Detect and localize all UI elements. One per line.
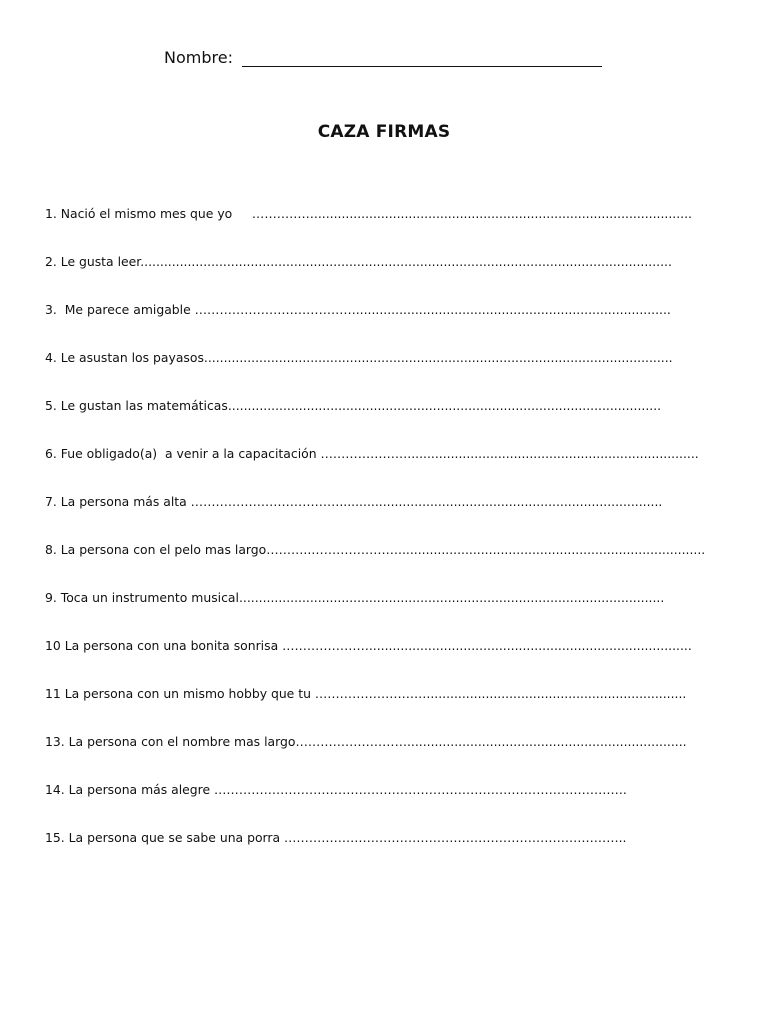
list-item (45, 493, 725, 541)
list-item (45, 589, 725, 637)
item-list (45, 205, 725, 877)
list-item (45, 685, 725, 733)
list-item (45, 301, 725, 349)
list-item (45, 829, 725, 877)
item-text: 13. La persona con el nombre mas largo………………………....................................................................... (45, 734, 687, 749)
item-text: 11 La persona con un mismo hobby que tu ……………………….................................................................. (45, 686, 687, 701)
name-label: Nombre: (164, 48, 239, 67)
list-item (45, 205, 725, 253)
list-item (45, 637, 725, 685)
item-text: 15. La persona que se sabe una porra ……………………………………………………………………….. (45, 830, 627, 845)
list-item (45, 445, 725, 493)
item-text: 7. La persona más alta ……………………………….................................................................................. (45, 494, 663, 509)
item-text: 1. Nació el mismo mes que yo ……………................................................................................................ (45, 206, 692, 221)
page-title: CAZA FIRMAS (317, 122, 451, 142)
list-item (45, 253, 725, 301)
list-item (45, 781, 725, 829)
item-text: 6. Fue obligado(a) a venir a la capacitación ………………….......................................................................... (45, 446, 699, 461)
list-item (45, 541, 725, 589)
item-text: 5. Le gustan las matemáticas.............................................................................................................. (45, 398, 662, 413)
item-text: 8. La persona con el pelo mas largo………..………………….............................................................................. (45, 542, 706, 557)
item-text: 2. Le gusta leer....................................................................................................................................... (45, 254, 672, 269)
list-item (45, 349, 725, 397)
item-text: 3. Me parece amigable …………………………………................................................................................ (45, 302, 671, 317)
name-line (242, 50, 602, 67)
name-row (164, 48, 602, 67)
item-text: 9. Toca un instrumento musical............................................................................................................ (45, 590, 665, 605)
item-text: 10 La persona con una bonita sonrisa ………………….................................................................................. (45, 638, 692, 653)
item-text: 4. Le asustan los payasos....................................................................................................................... (45, 350, 673, 365)
list-item (45, 733, 725, 781)
list-item (45, 397, 725, 445)
item-text: 14. La persona más alegre ………………………………………………………………………………………. (45, 782, 627, 797)
